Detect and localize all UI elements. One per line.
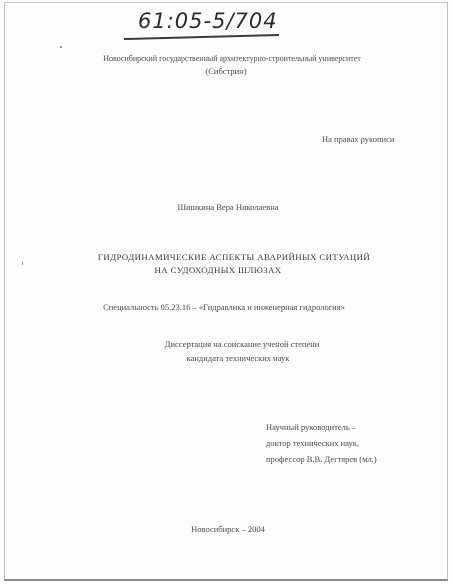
dissertation-title-line2: НА СУДОХОДНЫХ ШЛЮЗАХ [154, 265, 282, 275]
supervisor-label: Научный руководитель – [266, 422, 357, 432]
rights-note: На правах рукописи [322, 134, 395, 144]
library-stamp: 61:05-5/704 [138, 9, 278, 33]
supervisor-name: профессор В.В. Дегтярев (мл.) [266, 454, 377, 464]
degree-line2: кандидата технических наук [186, 353, 290, 363]
university-abbreviation: (Сибстрин) [205, 66, 247, 76]
university-name: Новосибирский государственный архитектурно-строительный университет [103, 54, 361, 63]
author-name: Шишкина Вера Николаевна [177, 202, 279, 212]
specialty: Специальность 05.23.16 – «Гидравлика и инженерная гидрология» [103, 302, 345, 312]
page-border-top [4, 2, 448, 3]
city-year: Новосибирск – 2004 [191, 524, 265, 534]
supervisor-degree: доктор технических наук, [266, 438, 360, 448]
scan-speck [60, 46, 62, 48]
page-border-bottom [4, 579, 448, 581]
page-border-left [4, 2, 5, 581]
page-border-right [447, 2, 448, 581]
dissertation-title-line1: ГИДРОДИНАМИЧЕСКИЕ АСПЕКТЫ АВАРИЙНЫХ СИТУАЦИЙ [97, 252, 371, 262]
scan-speck [22, 262, 23, 265]
degree-line1: Диссертация на соискание ученой степени [164, 339, 320, 349]
